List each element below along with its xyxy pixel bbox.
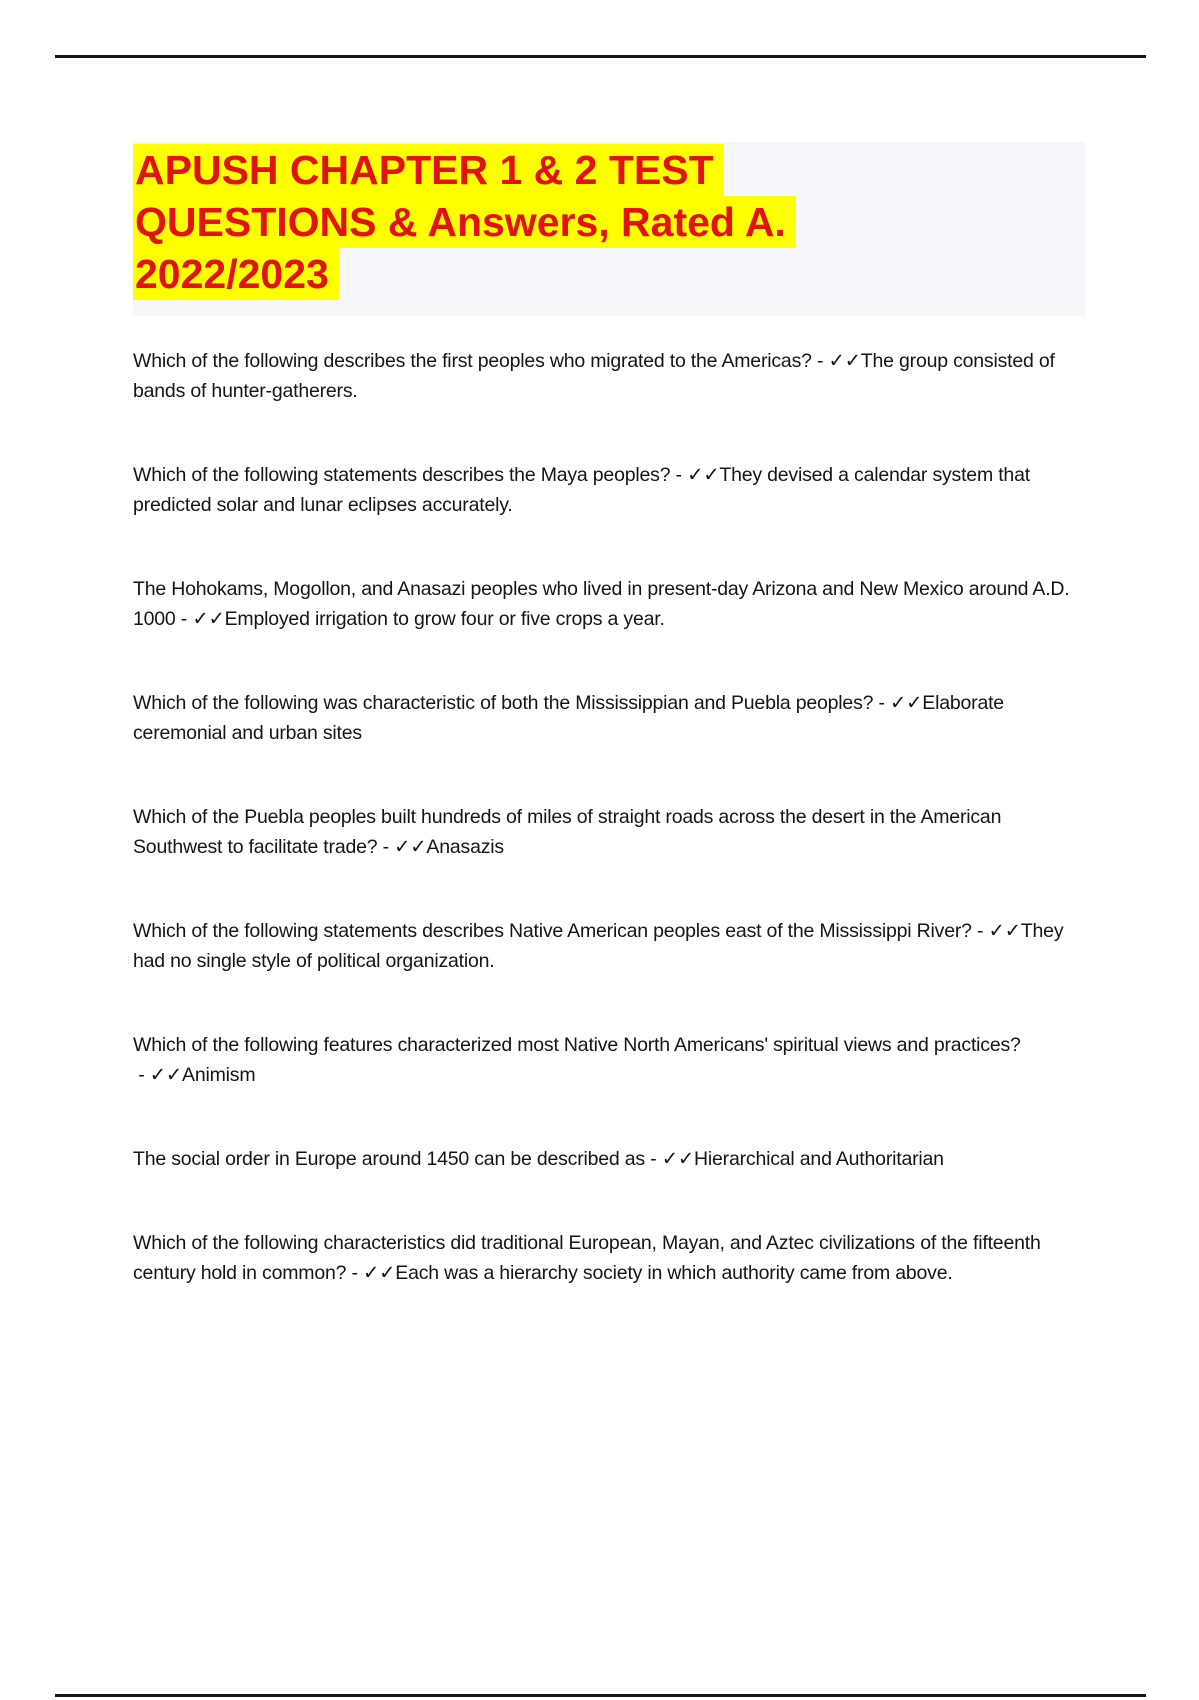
title-line: [133, 144, 1085, 196]
title-line-2-text: QUESTIONS & Answers, Rated A.: [133, 196, 796, 248]
qa-answer-marker: - ✓✓: [175, 608, 225, 630]
qa-item: [133, 688, 1078, 748]
qa-question-text: The social order in Europe around 1450 can be described as: [133, 1148, 645, 1170]
qa-answer-marker: - ✓✓: [811, 350, 861, 372]
qa-answer-marker: - ✓✓: [346, 1262, 396, 1284]
title-block: [133, 142, 1085, 316]
qa-item: [133, 1144, 1078, 1174]
qa-item: [133, 802, 1078, 862]
qa-answer-text: They had no single style of political organization.: [133, 920, 1064, 972]
qa-item: [133, 916, 1078, 976]
title-line-1-text: APUSH CHAPTER 1 & 2 TEST: [133, 144, 724, 196]
qa-answer-text: They devised a calendar system that predicted solar and lunar eclipses accurately.: [133, 464, 1030, 516]
qa-answer-text: The group consisted of bands of hunter-gatherers.: [133, 350, 1055, 402]
title-line-3-text: 2022/2023: [133, 248, 339, 300]
qa-question-text: Which of the following describes the first peoples who migrated to the Americas?: [133, 350, 812, 372]
qa-answer-marker: - ✓✓: [971, 920, 1021, 942]
qa-answer-marker: - ✓✓: [133, 1064, 183, 1086]
qa-answer-marker: - ✓✓: [873, 692, 923, 714]
qa-answer-text: Employed irrigation to grow four or five crops a year.: [224, 608, 665, 630]
title-line: [133, 196, 1085, 248]
qa-answer-marker: - ✓✓: [377, 836, 427, 858]
qa-answer-marker: - ✓✓: [670, 464, 720, 486]
qa-question-text: Which of the following characteristics did traditional European, Mayan, and Aztec civilizations of the fifteenth century hold in common?: [133, 1232, 1041, 1284]
qa-list: [133, 346, 1078, 1342]
qa-answer-text: Each was a hierarchy society in which authority came from above.: [395, 1262, 953, 1284]
qa-question-text: Which of the Puebla peoples built hundreds of miles of straight roads across the desert in the American Southwest to facilitate trade?: [133, 806, 1002, 858]
qa-question-text: Which of the following features characterized most Native North Americans' spiritual views and practices?: [133, 1034, 1021, 1056]
top-rule: [55, 55, 1146, 58]
qa-question-text: Which of the following statements describes Native American peoples east of the Mississippi River?: [133, 920, 972, 942]
qa-item: [133, 1228, 1078, 1288]
qa-answer-marker: - ✓✓: [645, 1148, 695, 1170]
qa-answer-text: Elaborate ceremonial and urban sites: [133, 692, 1004, 744]
qa-answer-text: Anasazis: [426, 836, 504, 858]
qa-answer-text: Animism: [182, 1064, 256, 1086]
qa-item: [133, 346, 1078, 406]
qa-question-text: Which of the following statements describes the Maya peoples?: [133, 464, 671, 486]
qa-question-text: Which of the following was characteristic of both the Mississippian and Puebla peoples?: [133, 692, 874, 714]
qa-answer-text: Hierarchical and Authoritarian: [694, 1148, 944, 1170]
qa-question-text: The Hohokams, Mogollon, and Anasazi peoples who lived in present-day Arizona and New Mexico around A.D. 1000: [133, 578, 1070, 630]
qa-item: [133, 574, 1078, 634]
qa-item: [133, 1030, 1078, 1090]
title-line: [133, 248, 1085, 300]
qa-item: [133, 460, 1078, 520]
bottom-rule: [55, 1694, 1146, 1697]
